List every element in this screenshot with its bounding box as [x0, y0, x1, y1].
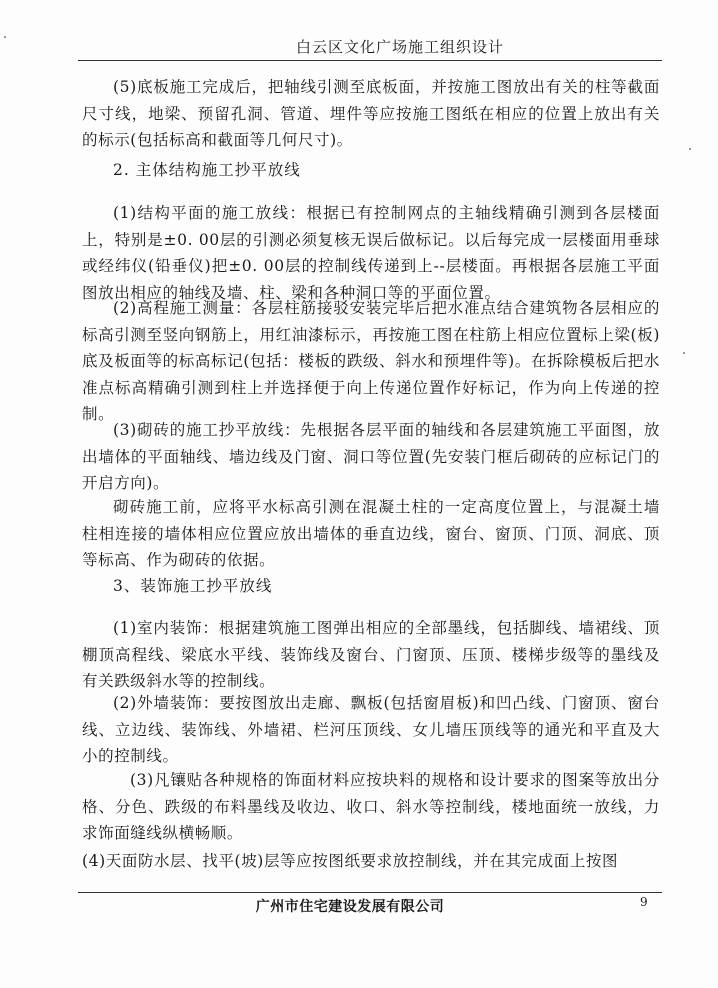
- page-header-title: 白云区文化广场施工组织设计: [295, 38, 504, 56]
- section-heading-main-structure: 2. 主体结构施工抄平放线: [113, 161, 301, 179]
- paragraph-masonry-preparation: 砌砖施工前，应将平水标高引测在混凝土柱的一定高度位置上，与混凝土墙柱相连接的墙体相应位置应放出墙体的垂直边线，窗台、窗顶、门顶、洞底、顶等标高、作为砌砖的依据。: [82, 498, 660, 569]
- paragraph-masonry-layout: (3)砌砖的施工抄平放线：先根据各层平面的轴线和各层建筑施工平面图，放出墙体的平面轴线、墙边线及门窗、洞口等位置(先安装门框后砌砖的应标记门的开启方向)。: [82, 421, 660, 492]
- paragraph-structural-plan-layout: (1)结构平面的施工放线：根据已有控制网点的主轴线精确引测到各层楼面上，特别是±0. 00层的引测必须复核无误后做标记。以后每完成一层楼面用垂球或经纬仪(铅垂仪)把±0. 00层的控制线传递到上--层楼面。再根据各层施工平面图放出相应的轴线及墙、柱、梁和各种洞口等的平面位置。: [82, 204, 660, 302]
- paragraph-roof-waterproofing: (4)天面防水层、找平(坡)层等应按图纸要求放控制线，并在其完成面上按图: [82, 852, 619, 870]
- scan-speck: [4, 36, 6, 38]
- footer-divider: [78, 892, 662, 893]
- section-heading-decoration: 3、装饰施工抄平放线: [113, 577, 273, 595]
- paragraph-baseplate-layout: (5)底板施工完成后，把轴线引测至底板面，并按施工图放出有关的柱等截面尺寸线，地梁、预留孔洞、管道、埋件等应按施工图纸在相应的位置上放出有关的标示(包括标高和截面等几何尺寸)。: [82, 78, 660, 149]
- paragraph-facing-materials: (3)凡镶贴各种规格的饰面材料应按块料的规格和设计要求的图案等放出分格、分色、跌级的布料墨线及收边、收口、斜水等控制线，楼地面统一放线，力求饰面缝线纵横畅顺。: [82, 771, 660, 842]
- paragraph-elevation-survey: (2)高程施工测量：各层柱筋接驳安装完毕后把水准点结合建筑物各层相应的标高引测至竖向钢筋上，用红油漆标示，再按施工图在柱筋上相应位置标上梁(板)底及板面等的标高标记(包括：楼板的跌级、斜水和预埋件等)。在拆除模板后把水准点标高精确引测到柱上并选择便于向上传递位置作好标记，作为向上传递的控制。: [82, 299, 660, 423]
- page-number: 9: [640, 895, 648, 909]
- scan-speck: [683, 352, 685, 354]
- header-divider: [78, 60, 662, 61]
- footer-company-name: 广州市住宅建设发展有限公司: [255, 899, 445, 915]
- paragraph-exterior-decoration: (2)外墙装饰：要按图放出走廊、飘板(包括窗眉板)和凹凸线、门窗顶、窗台线、立边线、装饰线、外墙裙、栏河压顶线、女儿墙压顶线等的通光和平直及大小的控制线。: [82, 694, 660, 765]
- paragraph-interior-decoration: (1)室内装饰：根据建筑施工图弹出相应的全部墨线，包括脚线、墙裙线、顶棚顶高程线、梁底水平线、装饰线及窗台、门窗顶、压顶、楼梯步级等的墨线及有关跌级斜水等的控制线。: [82, 619, 660, 690]
- scan-speck: [689, 148, 691, 150]
